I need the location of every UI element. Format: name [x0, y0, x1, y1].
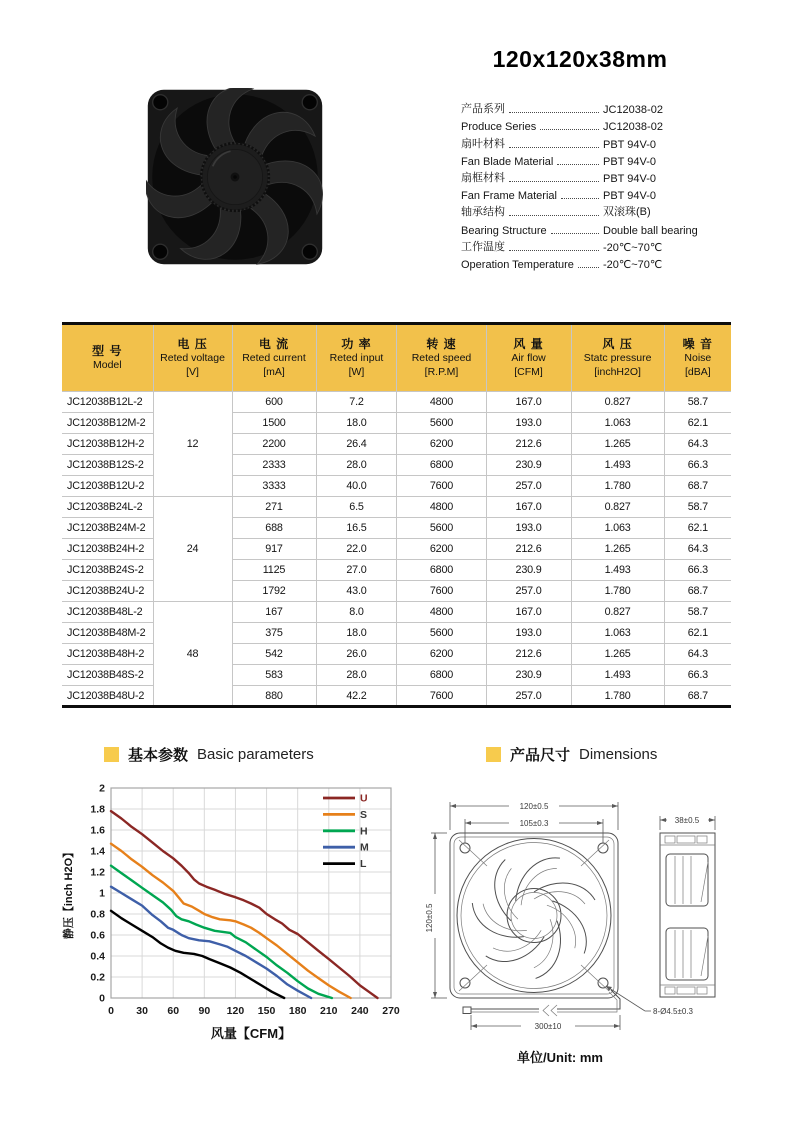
value-cell: 1.265 — [571, 644, 664, 665]
dim-hole-callout — [606, 986, 694, 1016]
value-cell: 193.0 — [486, 623, 571, 644]
dotted-leader — [551, 233, 599, 234]
value-cell: 58.7 — [664, 392, 731, 413]
y-tick-label: 1.4 — [90, 845, 105, 858]
dotted-leader — [557, 164, 599, 165]
front-view — [450, 833, 618, 998]
y-tick-label: 1.2 — [90, 866, 105, 879]
x-axis-title: 风量【CFM】 — [210, 1026, 292, 1041]
value-cell: 62.1 — [664, 413, 731, 434]
value-cell: 2200 — [232, 434, 316, 455]
spec-value: -20℃~70℃ — [603, 258, 663, 271]
value-cell: 917 — [232, 539, 316, 560]
y-tick-label: 0 — [99, 992, 105, 1005]
table-row — [62, 392, 731, 413]
dim-depth — [660, 816, 715, 830]
y-tick-label: 1.6 — [90, 824, 105, 837]
value-cell: 1.780 — [571, 686, 664, 707]
table-body — [62, 392, 731, 707]
value-cell: 1.780 — [571, 476, 664, 497]
model-cell: JC12038B12S-2 — [62, 455, 153, 476]
ratings-table-wrap — [62, 322, 731, 708]
table-head-row — [62, 324, 731, 392]
value-cell: 4800 — [397, 497, 486, 518]
svg-text:8-Ø4.5±0.3: 8-Ø4.5±0.3 — [653, 1007, 693, 1016]
spec-label: Operation Temperature — [461, 258, 574, 271]
dotted-leader — [509, 250, 599, 251]
spec-row — [461, 254, 713, 271]
value-cell: 64.3 — [664, 644, 731, 665]
value-cell: 193.0 — [486, 413, 571, 434]
section-title-en: Dimensions — [579, 746, 658, 763]
value-cell: 7600 — [397, 686, 486, 707]
value-cell: 167 — [232, 602, 316, 623]
value-cell: 18.0 — [316, 413, 397, 434]
voltage-cell: 12 — [153, 392, 232, 497]
value-cell: 1.265 — [571, 434, 664, 455]
value-cell: 8.0 — [316, 602, 397, 623]
svg-text:120±0.5: 120±0.5 — [425, 903, 434, 933]
spec-value: -20℃~70℃ — [603, 241, 663, 254]
spec-row — [461, 116, 713, 133]
value-cell: 3333 — [232, 476, 316, 497]
value-cell: 42.2 — [316, 686, 397, 707]
section-title-cn: 基本参数 — [128, 747, 189, 764]
dotted-leader — [540, 129, 599, 130]
model-cell: JC12038B48L-2 — [62, 602, 153, 623]
value-cell: 68.7 — [664, 581, 731, 602]
dotted-leader — [509, 147, 599, 148]
value-cell: 212.6 — [486, 434, 571, 455]
column-header: 风 压 Statc pressure [inchH2O] — [571, 324, 664, 392]
value-cell: 1.063 — [571, 623, 664, 644]
model-cell: JC12038B12L-2 — [62, 392, 153, 413]
value-cell: 6800 — [397, 560, 486, 581]
voltage-cell: 48 — [153, 602, 232, 707]
value-cell: 271 — [232, 497, 316, 518]
x-tick-label: 270 — [382, 1005, 400, 1017]
x-tick-label: 60 — [167, 1005, 180, 1017]
value-cell: 1.780 — [571, 581, 664, 602]
y-tick-label: 0.4 — [90, 950, 105, 963]
value-cell: 1.493 — [571, 665, 664, 686]
value-cell: 40.0 — [316, 476, 397, 497]
y-tick-label: 2 — [99, 782, 105, 795]
model-cell: JC12038B24S-2 — [62, 560, 153, 581]
value-cell: 66.3 — [664, 665, 731, 686]
value-cell: 257.0 — [486, 581, 571, 602]
value-cell: 257.0 — [486, 686, 571, 707]
value-cell: 66.3 — [664, 455, 731, 476]
svg-text:105±0.3: 105±0.3 — [519, 819, 549, 828]
value-cell: 28.0 — [316, 455, 397, 476]
value-cell: 6.5 — [316, 497, 397, 518]
value-cell: 58.7 — [664, 602, 731, 623]
value-cell: 230.9 — [486, 560, 571, 581]
model-cell: JC12038B48H-2 — [62, 644, 153, 665]
spec-value: JC12038-02 — [603, 121, 663, 134]
unit-note: 单位/Unit: mm — [517, 1050, 603, 1065]
value-cell: 1.493 — [571, 455, 664, 476]
value-cell: 66.3 — [664, 560, 731, 581]
value-cell: 193.0 — [486, 518, 571, 539]
dotted-leader — [561, 198, 599, 199]
series-U — [111, 808, 378, 998]
value-cell: 7600 — [397, 476, 486, 497]
column-header: 电 压 Reted voltage [V] — [153, 324, 232, 392]
table-row — [62, 497, 731, 518]
x-tick-label: 90 — [198, 1005, 211, 1017]
value-cell: 1.063 — [571, 413, 664, 434]
value-cell: 0.827 — [571, 392, 664, 413]
value-cell: 0.827 — [571, 602, 664, 623]
value-cell: 1125 — [232, 560, 316, 581]
spec-row — [461, 237, 713, 254]
value-cell: 6200 — [397, 539, 486, 560]
value-cell: 167.0 — [486, 497, 571, 518]
model-cell: JC12038B24M-2 — [62, 518, 153, 539]
value-cell: 230.9 — [486, 455, 571, 476]
column-header: 功 率 Reted input [W] — [316, 324, 397, 392]
legend-label: M — [360, 841, 369, 854]
y-tick-label: 0.2 — [90, 971, 105, 984]
spec-value: PBT 94V-0 — [603, 190, 656, 203]
voltage-cell: 24 — [153, 497, 232, 602]
value-cell: 1.493 — [571, 560, 664, 581]
section-basic-parameters — [104, 744, 314, 765]
spec-row — [461, 99, 713, 116]
spec-row — [461, 133, 713, 150]
value-cell: 68.7 — [664, 476, 731, 497]
y-tick-label: 0.6 — [90, 929, 105, 942]
section-dimensions — [486, 744, 657, 765]
column-header: 风 量 Air flow [CFM] — [486, 324, 571, 392]
spec-row — [461, 185, 713, 202]
legend-label: S — [360, 808, 368, 821]
value-cell: 257.0 — [486, 476, 571, 497]
page-title: 120x120x38mm — [492, 46, 668, 72]
model-cell: JC12038B12H-2 — [62, 434, 153, 455]
fan-product-photo — [146, 88, 324, 266]
value-cell: 167.0 — [486, 602, 571, 623]
value-cell: 212.6 — [486, 539, 571, 560]
pq-curve-chart — [58, 776, 403, 1048]
spec-row — [461, 202, 713, 219]
section-title-cn: 产品尺寸 — [510, 747, 571, 764]
value-cell: 43.0 — [316, 581, 397, 602]
value-cell: 5600 — [397, 413, 486, 434]
value-cell: 2333 — [232, 455, 316, 476]
spec-label: 扇框材料 — [461, 171, 505, 184]
spec-row — [461, 168, 713, 185]
model-cell: JC12038B48U-2 — [62, 686, 153, 707]
spec-label: 轴承结构 — [461, 206, 505, 219]
svg-text:38±0.5: 38±0.5 — [674, 816, 700, 825]
yellow-square-icon — [486, 747, 501, 762]
dotted-leader — [509, 181, 599, 182]
model-cell: JC12038B48S-2 — [62, 665, 153, 686]
y-tick-label: 1.8 — [90, 803, 105, 816]
svg-text:120±0.5: 120±0.5 — [519, 802, 549, 811]
value-cell: 1.063 — [571, 518, 664, 539]
value-cell: 212.6 — [486, 644, 571, 665]
y-tick-label: 1 — [99, 887, 105, 900]
value-cell: 18.0 — [316, 623, 397, 644]
dimension-drawing — [425, 782, 794, 1044]
column-header: 噪 音 Noise [dBA] — [664, 324, 731, 392]
model-cell: JC12038B24H-2 — [62, 539, 153, 560]
value-cell: 1.265 — [571, 539, 664, 560]
value-cell: 68.7 — [687, 689, 708, 702]
spec-label: Bearing Structure — [461, 224, 547, 237]
x-tick-label: 0 — [108, 1005, 114, 1017]
spec-label: 工作温度 — [461, 240, 505, 253]
x-tick-label: 210 — [320, 1005, 338, 1017]
dim-wire-length — [471, 1015, 620, 1031]
ratings-table — [62, 322, 731, 708]
legend-label: U — [360, 792, 368, 805]
model-cell: JC12038B24L-2 — [62, 497, 153, 518]
value-cell: 4800 — [397, 392, 486, 413]
value-cell: 7.2 — [316, 392, 397, 413]
value-cell: 167.0 — [486, 392, 571, 413]
legend-label: H — [360, 825, 368, 838]
value-cell: 688 — [232, 518, 316, 539]
value-cell: 230.9 — [486, 665, 571, 686]
value-cell: 28.0 — [316, 665, 397, 686]
spec-label: 产品系列 — [461, 103, 505, 116]
model-cell: JC12038B24U-2 — [62, 581, 153, 602]
dotted-leader — [578, 267, 599, 268]
value-cell: 16.5 — [316, 518, 397, 539]
value-cell: 64.3 — [664, 434, 731, 455]
model-cell: JC12038B48M-2 — [62, 623, 153, 644]
value-cell: 1500 — [232, 413, 316, 434]
svg-text:300±10: 300±10 — [534, 1022, 562, 1031]
value-cell: 62.1 — [664, 623, 731, 644]
yellow-square-icon — [104, 747, 119, 762]
value-cell: 6200 — [397, 644, 486, 665]
value-cell: 22.0 — [316, 539, 397, 560]
value-cell: 62.1 — [664, 518, 731, 539]
value-cell: 583 — [232, 665, 316, 686]
column-header: 型 号 Model — [62, 324, 153, 392]
table-row — [62, 602, 731, 623]
dim-height — [425, 833, 447, 998]
spec-row — [461, 219, 713, 236]
series-S — [111, 844, 351, 998]
x-tick-label: 150 — [257, 1005, 276, 1017]
value-cell: 58.7 — [664, 497, 731, 518]
value-cell: 1792 — [232, 581, 316, 602]
y-tick-label: 0.8 — [90, 908, 105, 921]
spec-label: 扇叶材料 — [461, 137, 505, 150]
spec-label: Fan Frame Material — [461, 190, 557, 203]
value-cell: 26.4 — [316, 434, 397, 455]
spec-label: Fan Blade Material — [461, 155, 554, 168]
column-header: 转 速 Reted speed [R.P.M] — [397, 324, 486, 392]
section-title-en: Basic parameters — [197, 746, 314, 763]
legend-label: L — [360, 858, 367, 871]
y-axis-title: 静压【inch H2O】 — [63, 846, 75, 940]
x-tick-label: 30 — [136, 1005, 148, 1017]
spec-value: PBT 94V-0 — [603, 138, 656, 151]
spec-value: 双滚珠(B) — [603, 206, 651, 219]
value-cell: 27.0 — [316, 560, 397, 581]
model-cell: JC12038B12M-2 — [62, 413, 153, 434]
spec-label: Produce Series — [461, 121, 537, 134]
model-cell: JC12038B12U-2 — [62, 476, 153, 497]
side-view — [660, 833, 715, 997]
x-tick-label: 240 — [351, 1005, 369, 1017]
spec-value: PBT 94V-0 — [603, 155, 656, 168]
value-cell: 5600 — [397, 518, 486, 539]
x-tick-label: 120 — [226, 1005, 245, 1017]
value-cell: 7600 — [397, 581, 486, 602]
spec-row — [461, 151, 713, 168]
dotted-leader — [509, 112, 599, 113]
spec-value: Double ball bearing — [603, 224, 698, 237]
column-header: 电 流 Reted current [mA] — [232, 324, 316, 392]
value-cell: 880 — [232, 686, 316, 707]
series-M — [111, 887, 311, 998]
value-cell: 375 — [232, 623, 316, 644]
spec-value: PBT 94V-0 — [603, 172, 656, 185]
spec-value: JC12038-02 — [603, 104, 663, 117]
value-cell: 4800 — [397, 602, 486, 623]
value-cell: 64.3 — [664, 539, 731, 560]
spec-list — [461, 99, 713, 271]
value-cell: 6800 — [397, 455, 486, 476]
value-cell: 542 — [232, 644, 316, 665]
dim-hole-pitch — [465, 819, 603, 843]
x-tick-label: 180 — [288, 1005, 307, 1017]
value-cell: 5600 — [397, 623, 486, 644]
dotted-leader — [509, 215, 599, 216]
value-cell: 26.0 — [316, 644, 397, 665]
value-cell: 6200 — [397, 434, 486, 455]
value-cell: 0.827 — [571, 497, 664, 518]
value-cell: 6800 — [397, 665, 486, 686]
value-cell: 600 — [232, 392, 316, 413]
